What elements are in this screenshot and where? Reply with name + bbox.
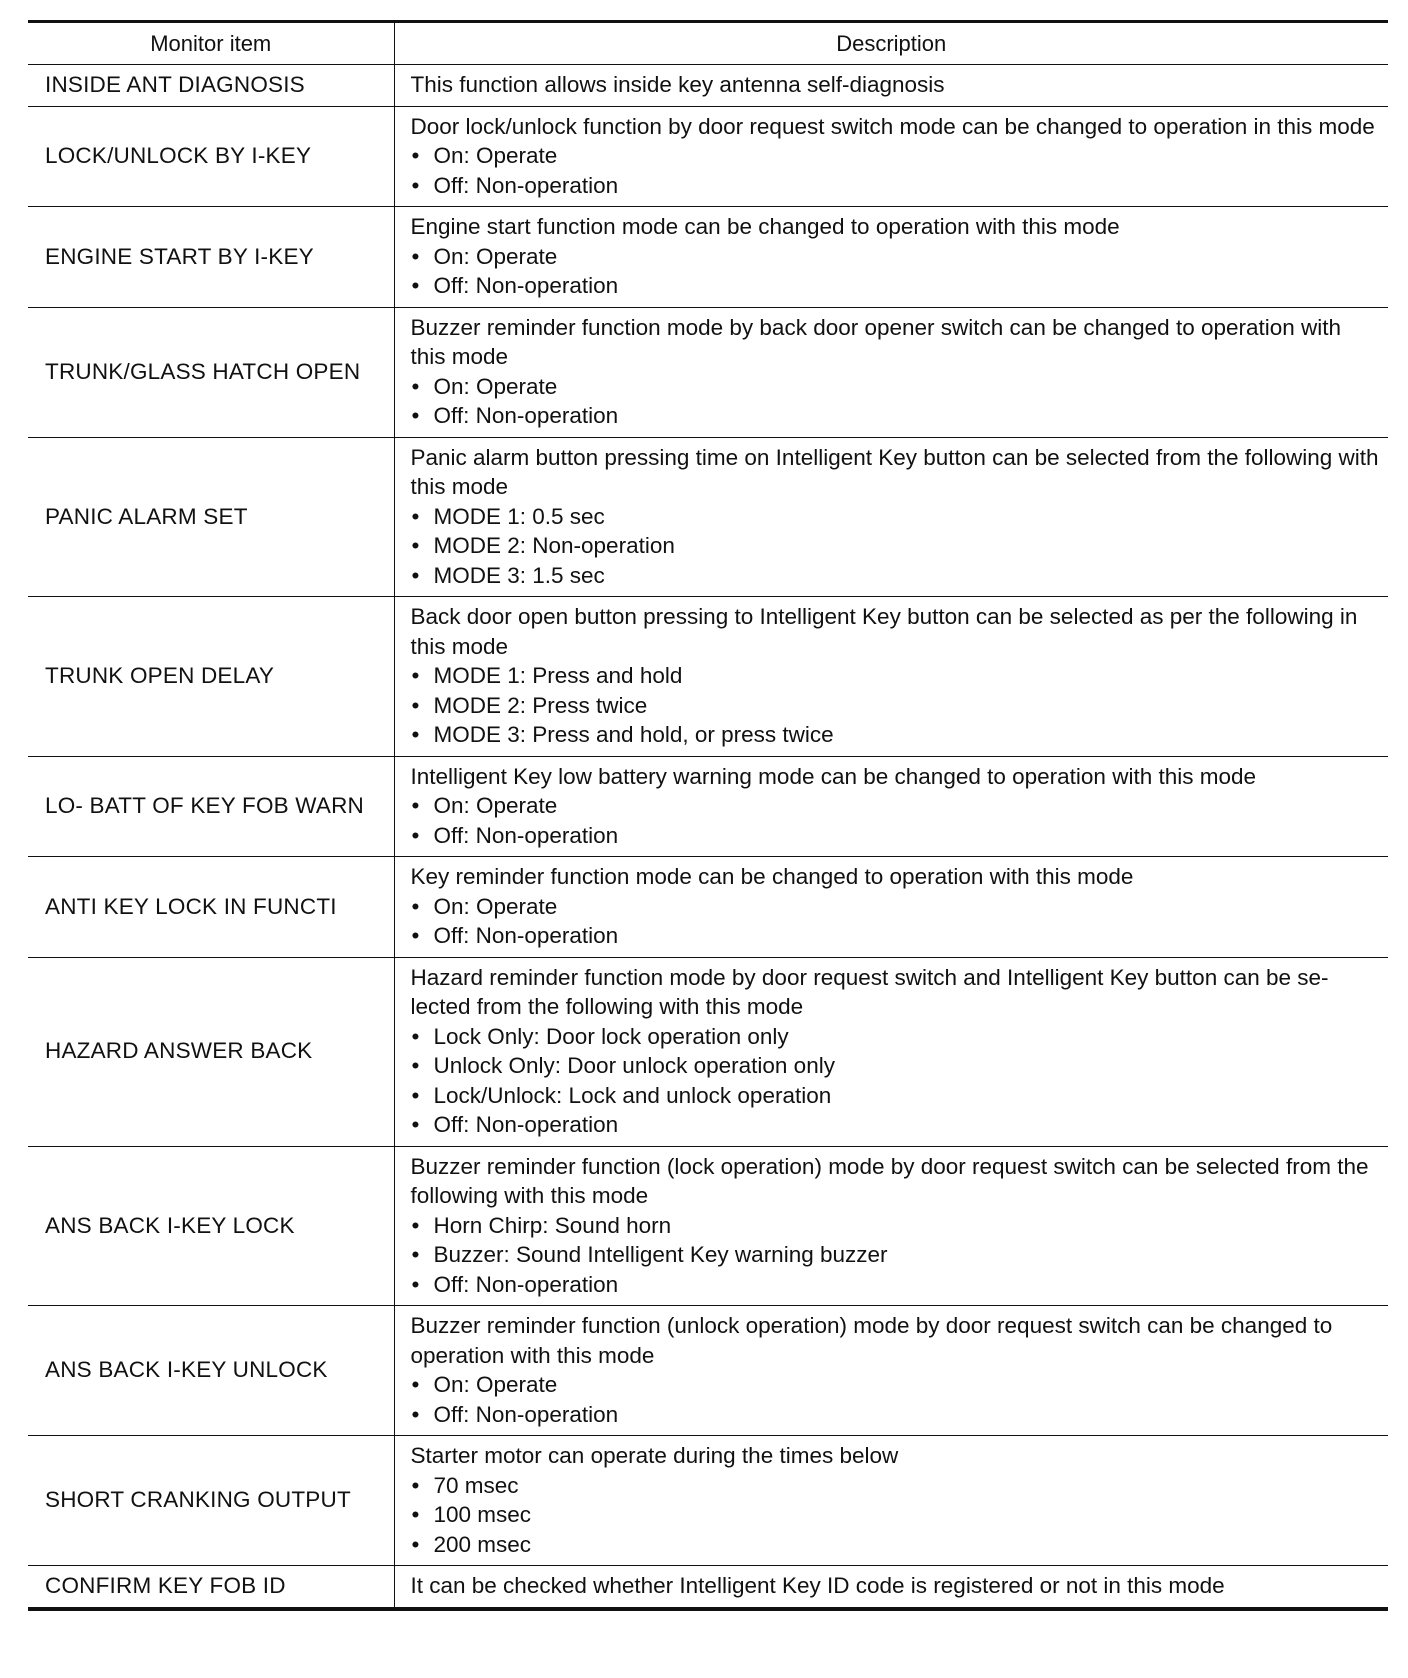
option-list [411, 1211, 1381, 1300]
option-list [411, 892, 1381, 951]
description-text: It can be checked whether Intelligent Key ID code is registered or not in this mode [410, 1573, 1225, 1598]
option-list-item: • 70 msec [411, 1471, 1381, 1501]
option-list [411, 242, 1381, 301]
table-row [28, 1146, 1388, 1306]
monitor-item-cell: TRUNK/GLASS HATCH OPEN [28, 307, 394, 437]
description-cell [394, 207, 1388, 308]
description-text: Buzzer reminder function (unlock operation) mode by door request switch can be changed to operation with this mode [410, 1313, 1333, 1368]
description-text: This function allows inside key antenna self-diagnosis [410, 72, 945, 97]
option-list-item: • MODE 1: Press and hold [411, 661, 1381, 691]
option-list-item: • Off: Non-operation [411, 171, 1381, 201]
description-cell [394, 65, 1388, 107]
option-list-item: • On: Operate [411, 791, 1381, 821]
option-list-item: • 200 msec [411, 1530, 1381, 1560]
monitor-item-cell: LO- BATT OF KEY FOB WARN [28, 756, 394, 857]
option-list-item: • On: Operate [411, 892, 1381, 922]
option-list-item: • Off: Non-operation [411, 821, 1381, 851]
description-text: Buzzer reminder function mode by back door opener switch can be changed to operation with this mode [410, 314, 1342, 369]
table-row [28, 207, 1388, 308]
option-list-item: • Off: Non-operation [411, 921, 1381, 951]
description-cell [394, 106, 1388, 207]
description-text: Hazard reminder function mode by door request switch and Intelligent Key button can be se-lected from the following with this mode [410, 964, 1329, 1019]
description-text: Back door open button pressing to Intelligent Key button can be selected as per the following in this mode [410, 604, 1358, 659]
column-header-monitor-item: Monitor item [28, 22, 394, 65]
option-list-item: • MODE 2: Non-operation [411, 531, 1381, 561]
table-header-row [28, 22, 1388, 65]
monitor-item-cell: ANTI KEY LOCK IN FUNCTI [28, 857, 394, 958]
monitor-item-cell: ENGINE START BY I-KEY [28, 207, 394, 308]
option-list-item: • Buzzer: Sound Intelligent Key warning buzzer [411, 1240, 1381, 1270]
option-list-item: • Off: Non-operation [411, 1270, 1381, 1300]
monitor-item-cell: ANS BACK I-KEY UNLOCK [28, 1306, 394, 1436]
monitor-item-cell: CONFIRM KEY FOB ID [28, 1566, 394, 1609]
table-row [28, 857, 1388, 958]
table-row [28, 307, 1388, 437]
description-text: Key reminder function mode can be changed to operation with this mode [410, 864, 1134, 889]
option-list [411, 791, 1381, 850]
option-list-item: • Off: Non-operation [411, 401, 1381, 431]
option-list-item: • 100 msec [411, 1500, 1381, 1530]
table-row [28, 65, 1388, 107]
column-header-description: Description [394, 22, 1388, 65]
description-text: Engine start function mode can be changed to operation with this mode [410, 214, 1120, 239]
monitor-item-cell: INSIDE ANT DIAGNOSIS [28, 65, 394, 107]
monitor-item-cell: SHORT CRANKING OUTPUT [28, 1436, 394, 1566]
table-row [28, 106, 1388, 207]
table-row [28, 756, 1388, 857]
option-list [411, 1471, 1381, 1560]
option-list-item: • On: Operate [411, 1370, 1381, 1400]
table-row [28, 957, 1388, 1146]
document-page [28, 20, 1388, 1611]
monitor-item-cell: PANIC ALARM SET [28, 437, 394, 597]
option-list-item: • MODE 2: Press twice [411, 691, 1381, 721]
monitor-item-cell: HAZARD ANSWER BACK [28, 957, 394, 1146]
option-list-item: • Lock Only: Door lock operation only [411, 1022, 1381, 1052]
option-list [411, 1022, 1381, 1140]
description-cell [394, 437, 1388, 597]
option-list-item: • Lock/Unlock: Lock and unlock operation [411, 1081, 1381, 1111]
option-list [411, 502, 1381, 591]
table-row [28, 437, 1388, 597]
option-list [411, 661, 1381, 750]
option-list-item: • MODE 3: Press and hold, or press twice [411, 720, 1381, 750]
option-list-item: • Off: Non-operation [411, 1110, 1381, 1140]
option-list-item: • MODE 3: 1.5 sec [411, 561, 1381, 591]
description-cell [394, 307, 1388, 437]
monitor-item-cell: TRUNK OPEN DELAY [28, 597, 394, 757]
description-cell [394, 597, 1388, 757]
description-cell [394, 756, 1388, 857]
table-row [28, 1306, 1388, 1436]
option-list-item: • On: Operate [411, 372, 1381, 402]
option-list-item: • On: Operate [411, 141, 1381, 171]
table-row [28, 597, 1388, 757]
option-list [411, 372, 1381, 431]
monitor-item-cell: ANS BACK I-KEY LOCK [28, 1146, 394, 1306]
option-list-item: • MODE 1: 0.5 sec [411, 502, 1381, 532]
description-text: Door lock/unlock function by door request switch mode can be changed to operation in this mode [410, 113, 1375, 139]
table-body [28, 65, 1388, 1609]
option-list-item: • Off: Non-operation [411, 1400, 1381, 1430]
description-text: Intelligent Key low battery warning mode can be changed to operation with this mode [410, 763, 1257, 789]
option-list [411, 1370, 1381, 1429]
option-list-item: • Off: Non-operation [411, 271, 1381, 301]
description-cell [394, 1306, 1388, 1436]
description-text: Starter motor can operate during the times below [410, 1443, 899, 1468]
description-cell [394, 1436, 1388, 1566]
table-row [28, 1436, 1388, 1566]
option-list-item: • On: Operate [411, 242, 1381, 272]
option-list-item: • Horn Chirp: Sound horn [411, 1211, 1381, 1241]
option-list [411, 141, 1381, 200]
monitor-item-cell: LOCK/UNLOCK BY I-KEY [28, 106, 394, 207]
description-cell [394, 857, 1388, 958]
description-text: Panic alarm button pressing time on Intelligent Key button can be selected from the following with this mode [410, 444, 1379, 499]
description-cell [394, 1566, 1388, 1609]
description-text: Buzzer reminder function (lock operation) mode by door request switch can be selected from the following with this mode [410, 1153, 1369, 1208]
monitor-item-table [28, 20, 1388, 1611]
option-list-item: • Unlock Only: Door unlock operation only [411, 1051, 1381, 1081]
description-cell [394, 957, 1388, 1146]
table-row [28, 1566, 1388, 1609]
description-cell [394, 1146, 1388, 1306]
